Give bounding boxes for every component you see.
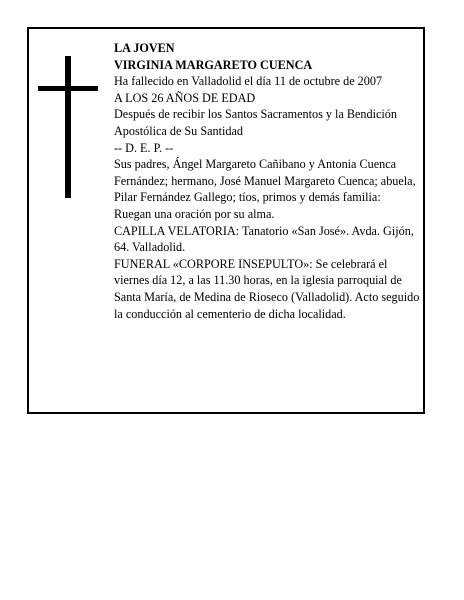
obituary-notice xyxy=(27,27,425,414)
deceased-name: VIRGINIA MARGARETO CUENCA xyxy=(114,57,313,72)
wake-chapel-paragraph: CAPILLA VELATORIA: Tanatorio «San José». Avda. Gijón, 64. Valladolid. xyxy=(114,223,414,255)
death-date-line: Ha fallecido en Valladolid el día 11 de octubre de 2007 xyxy=(114,74,383,89)
notice-text xyxy=(114,40,424,322)
age-line: A LOS 26 AÑOS DE EDAD xyxy=(114,90,256,105)
latin-cross-icon xyxy=(38,56,98,198)
cross-vertical-bar xyxy=(65,56,71,198)
funeral-paragraph: FUNERAL «CORPORE INSEPULTO»: Se celebrará el viernes día 12, a las 11.30 horas, en la iglesia parroquial de Santa María, de Medina de Rioseco (Valladolid). Acto seguido la conducción al cementerio de dicha localidad. xyxy=(114,256,420,321)
cross-horizontal-bar xyxy=(38,86,98,91)
prayer-request: Ruegan una oración por su alma. xyxy=(114,206,275,221)
sacraments-line: Después de recibir los Santos Sacramentos y la Bendición Apostólica de Su Santidad xyxy=(114,107,397,138)
rip-line: -- D. E. P. -- xyxy=(114,140,174,155)
family-paragraph: Sus padres, Ángel Margareto Cañibano y Antonia Cuenca Fernández; hermano, José Manuel Margareto Cuenca; abuela, Pilar Fernández Gallego; tíos, primos y demás familia: xyxy=(114,157,416,205)
notice-heading-1: LA JOVEN xyxy=(114,41,175,55)
